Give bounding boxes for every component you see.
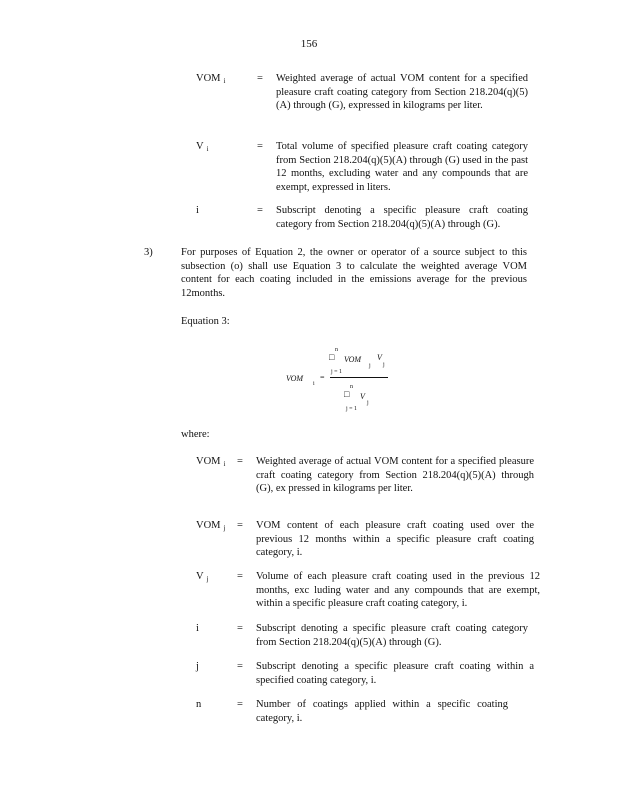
denominator-v: V (360, 392, 365, 401)
definition-text: VOM content of each pleasure craft coating used over the previous 12 months within a specific pleasure craft coating category, i. (256, 520, 534, 559)
denominator-v-subscript: j (367, 400, 369, 406)
sum-lower-limit: j = 1 (331, 369, 343, 375)
equals-sign: = (237, 661, 243, 672)
fraction-bar (330, 377, 388, 378)
equation-lhs-subscript: i (313, 381, 315, 387)
definition-text: Weighted average of actual VOM content for a specified pleasure craft coating category from Section 218.204(q)(5)(A) through (G), expressed in kilograms per liter. (276, 73, 528, 112)
page-number: 156 (300, 38, 318, 50)
definition-text: Number of coatings applied within a specific coating category, i. (256, 699, 508, 724)
numerator-v: V (377, 353, 382, 362)
definition-text: Subscript denoting a specific pleasure craft coating category from Section 218.204(q)(5)(A) through (G). (276, 205, 528, 230)
numerator-vom-subscript: j (369, 363, 371, 369)
equals-sign: = (257, 73, 263, 84)
definition-symbol: V $_i$ (196, 141, 209, 153)
numerator-v-subscript: j (383, 362, 385, 368)
definition-text: Subscript denoting a specific pleasure craft coating within a specified coating category, i. (256, 661, 534, 686)
sum-upper-limit: n (335, 347, 338, 353)
equation-label: Equation 3: (181, 316, 230, 327)
sum-upper-limit: n (350, 384, 353, 390)
sum-lower-limit: j = 1 (346, 406, 358, 412)
definition-symbol: i (196, 205, 199, 216)
equals-sign: = (237, 520, 243, 531)
where-label: where: (181, 429, 210, 440)
equals-sign: = (237, 623, 243, 634)
sum-symbol: □ (344, 389, 350, 399)
definition-text: Volume of each pleasure craft coating used in the previous 12 months, exc luding water and any compounds that are exempt, within a specific pleasure craft coating category, i. (256, 571, 540, 610)
paragraph-number: 3) (144, 247, 153, 258)
definition-symbol: n (196, 699, 202, 710)
equals-sign: = (237, 699, 243, 710)
definition-text: Subscript denoting a specific pleasure craft coating category from Section 218.204(q)(5)(A) through (G). (256, 623, 528, 648)
definition-symbol: VOM $_i$ (196, 73, 226, 85)
definition-symbol: i (196, 623, 199, 634)
sum-symbol: □ (329, 352, 335, 362)
definition-symbol: j (196, 661, 199, 672)
definition-symbol: VOM $_i$ (196, 456, 226, 468)
definition-symbol: VOM $_j$ (196, 520, 226, 532)
equals-sign: = (257, 205, 263, 216)
definition-symbol: V $_j$ (196, 571, 209, 583)
equals-sign: = (237, 456, 243, 467)
equals-sign: = (257, 141, 263, 152)
definition-text: Weighted average of actual VOM content for a specified pleasure craft coating category from Section 218.204(q)(5)(A) through (G), ex pressed in kilograms per liter. (256, 456, 534, 495)
definition-text: Total volume of specified pleasure craft coating category from Section 218.204(q)(5)(A) through (G) used in the past 12 months, excluding water and any compounds that are exempt, expressed in liters. (276, 141, 528, 193)
paragraph-text: For purposes of Equation 2, the owner or operator of a source subject to this subsection (o) shall use Equation 3 to calculate the weighted average VOM content for each coating included in the emissions average for the previous 12months. (181, 247, 527, 299)
equation-equals: = (320, 373, 325, 382)
numerator-vom: VOM (344, 355, 362, 364)
equation-lhs: VOM (286, 374, 304, 383)
equals-sign: = (237, 571, 243, 582)
